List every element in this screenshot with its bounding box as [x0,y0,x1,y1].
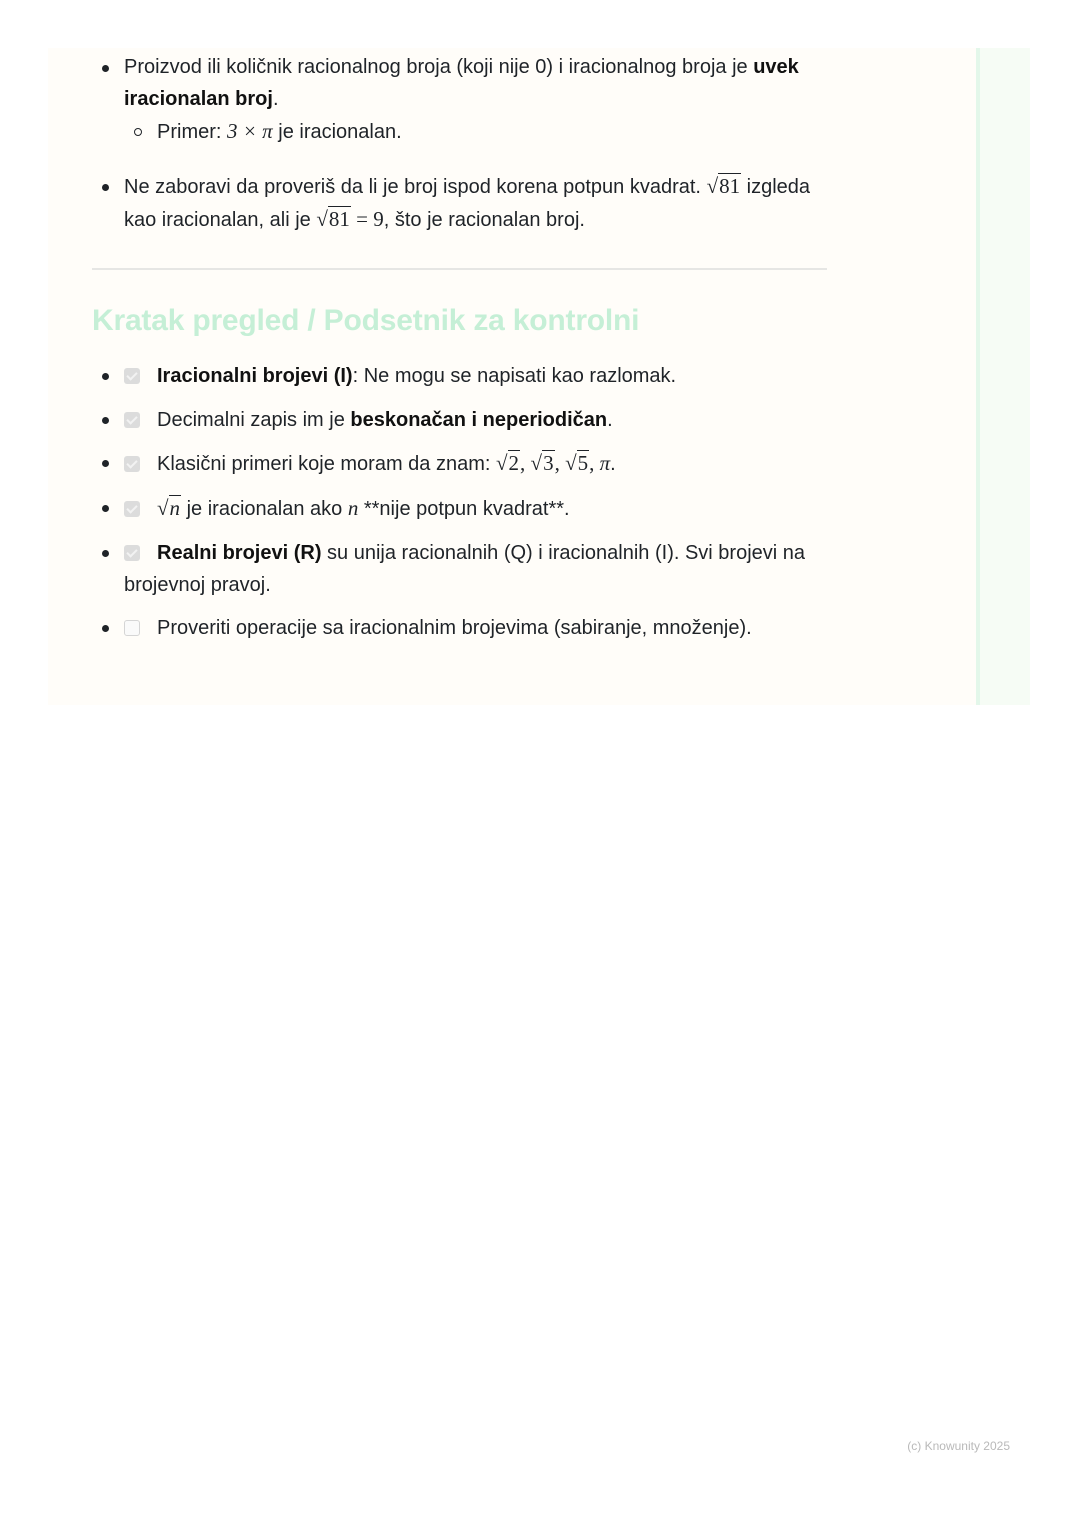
math-sqrt: √2 [496,451,520,476]
math-sqrt: √81 [706,174,741,198]
item-text: je iracionalan ako [181,498,348,521]
sub-list [124,115,832,148]
item-text: izgleda kao iracionalan, ali je [124,176,811,231]
item-bold-text: beskonačan i neperiodičan [350,408,608,431]
item-text: Proveriti operacije sa iracionalnim brojevima (sabiranje, množenje). [157,617,752,640]
bullet-list [92,51,832,236]
copyright-footer: (c) Knowunity 2025 [907,1439,1010,1453]
checklist-item [92,537,832,601]
checklist-item [92,612,832,644]
item-text: : Ne mogu se napisati kao razlomak. [352,365,677,387]
checklist-item [92,404,832,436]
section-heading: Kratak pregled / Podsetnik za kontrolni [92,304,640,337]
radicand: 81 [719,174,741,198]
list-item [92,51,832,148]
item-text: Ne zaboravi da proveriš da li je broj ispod korena potpun kvadrat. [124,176,707,198]
top-content [92,48,832,236]
item-text: . [607,408,613,431]
sub-item-text: je iracionalan. [272,121,402,143]
checklist-item [92,492,832,525]
math-expression: = 9 [350,207,384,231]
item-text: su unija racionalnih (Q) i iracionalnih (I). Svi brojevi na brojevnoj pravoj. [124,541,806,596]
checkbox-unchecked[interactable] [124,620,140,636]
math-variable: n [347,496,359,521]
math-comma: , [554,451,566,476]
radicand: 3 [543,451,554,476]
item-bold-text: Iracionalni brojevi (I) [157,365,353,387]
checkbox-checked[interactable] [124,368,140,384]
item-text: Decimalni zapis im je [157,408,351,431]
math-sqrt: √3 [530,451,554,476]
checkbox-checked[interactable] [124,545,140,561]
radicand: n [169,496,181,521]
math-sqrt: √81 [316,207,350,231]
item-text: Proizvod ili količnik racionalnog broja (koji nije 0) i iracionalnog broja je [124,56,754,78]
checkbox-checked[interactable] [124,501,140,517]
checklist-item [92,360,832,392]
sub-list-item [124,115,832,148]
item-bold-text: Realni brojevi (R) [157,541,322,564]
radicand: 2 [508,451,520,476]
item-bold-text: uvek iracionalan broj [124,56,799,110]
checkbox-checked[interactable] [124,412,140,428]
item-text: , što je racionalan broj. [383,209,585,231]
radicand: 81 [328,207,350,231]
math-sqrt: √5 [565,451,589,476]
checklist [92,360,832,656]
item-text: . [272,88,279,110]
item-text: Klasični primeri koje moram da znam: [157,453,496,476]
math-expression: 3 × π [227,119,273,143]
item-text: . [610,453,616,476]
side-accent-strip [976,48,1030,705]
math-comma: , [520,451,531,476]
item-text: **nije potpun kvadrat**. [358,498,570,521]
checkbox-checked[interactable] [124,456,140,472]
checklist-item [92,447,832,480]
list-item [92,170,832,236]
sub-item-label: Primer: [157,121,227,143]
math-sqrt: √n [157,496,181,521]
section-divider [92,268,827,270]
radicand: 5 [577,451,589,476]
math-pi: π [599,451,611,476]
math-comma: , [589,451,600,476]
